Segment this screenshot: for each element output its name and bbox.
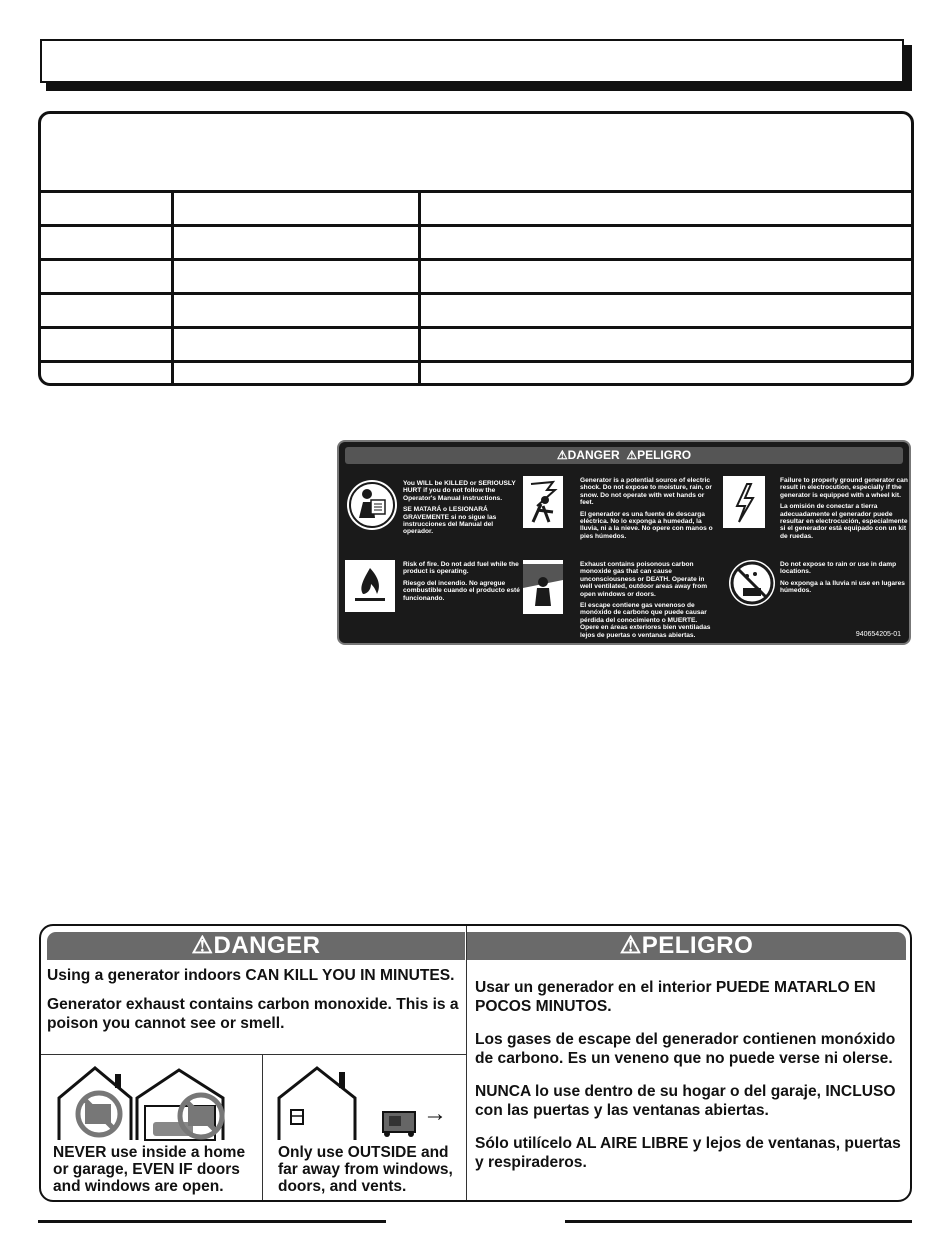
danger-title-bar <box>47 932 465 960</box>
lightning-bolt-icon <box>723 476 765 528</box>
decal-header <box>345 447 903 464</box>
danger-decal <box>337 440 911 645</box>
es-warning-line-1: Usar un generador en el interior PUEDE MATARLO EN POCOS MINUTOS. <box>475 979 876 1015</box>
manual-warning-es: SE MATARÁ o LESIONARÁ GRAVEMENTE si no sigue las instrucciones del Manual del operador. <box>403 506 497 536</box>
shock-warning-en: Generator is a potential source of electric shock. Do not expose to moisture, rain, or snow. Do not operate with wet hands or feet. <box>580 477 712 507</box>
peligro-title: PELIGRO <box>641 932 754 959</box>
no-rain-icon <box>727 558 777 608</box>
specs-table-panel <box>38 111 914 386</box>
decal-header-danger: DANGER <box>567 448 620 462</box>
fire-warning-en: Risk of fire. Do not add fuel while the product is operating. <box>403 561 519 576</box>
electric-shock-icon <box>523 476 563 528</box>
outside-only-caption: Only use OUTSIDE and far away from windows, doors, and vents. <box>278 1144 453 1195</box>
header-bar <box>40 39 904 83</box>
exhaust-warning-es: El escape contiene gas venenoso de monóxido de carbono que puede causar pérdida del conocimiento o MUERTE. Opere en áreas exteriores bien ventiladas lejos de puertas o ventanas abiertas. <box>580 602 711 639</box>
table-row <box>41 260 911 294</box>
en-warning-line-1: Using a generator indoors CAN KILL YOU IN MINUTES. <box>47 967 455 984</box>
shock-warning-es: El generador es una fuente de descarga eléctrica. No lo exponga a humedad, la lluvia, ni a la nieve. No opere con manos o pies húmedos. <box>580 510 713 540</box>
direction-arrow-icon: → <box>423 1100 447 1127</box>
warning-triangle-icon: ⚠ <box>619 932 642 959</box>
es-warning-line-4: Sólo utilícelo AL AIRE LIBRE y lejos de ventanas, puertas y respiraderos. <box>475 1135 901 1171</box>
warning-triangle-icon: ⚠ <box>626 448 638 462</box>
table-row <box>41 328 911 362</box>
es-warning-line-2: Los gases de escape del generador contienen monóxido de carbono. Es un veneno que no puede verse ni olerse. <box>475 1031 896 1067</box>
fire-icon <box>345 560 395 612</box>
house-icon <box>275 1062 359 1142</box>
specs-table <box>41 190 911 386</box>
danger-title: DANGER <box>213 932 321 959</box>
peligro-title-bar <box>467 932 906 960</box>
never-indoor-caption: NEVER use inside a home or garage, EVEN IF doors and windows are open. <box>53 1144 246 1195</box>
warning-triangle-icon: ⚠ <box>191 932 214 959</box>
rain-warning-es: No exponga a la lluvia ni use en lugares húmedos. <box>780 579 905 595</box>
en-warning-line-2: Generator exhaust contains carbon monoxide. This is a poison you cannot see or smell. <box>47 996 459 1032</box>
manual-reader-icon <box>345 478 399 532</box>
ground-warning-es: La omisión de conectar a tierra adecuadamente el generador puede resultar en electrocución, especialmente si el generador está equipado con un kit de ruedas. <box>780 503 908 540</box>
decal-header-peligro: PELIGRO <box>637 448 692 462</box>
table-row <box>41 192 911 226</box>
fire-warning-es: Riesgo del incendio. No agregue combustible cuando el producto esté funcionando. <box>403 579 520 602</box>
es-warning-line-3: NUNCA lo use dentro de su hogar o del garaje, INCLUSO con las puertas y las ventanas abiertas. <box>475 1083 896 1119</box>
warning-triangle-icon: ⚠ <box>556 448 568 462</box>
ground-warning-en: Failure to properly ground generator can result in electrocution, especially if the generator is equipped with a wheel kit. <box>780 477 908 499</box>
exhaust-warning-en: Exhaust contains poisonous carbon monoxide gas that can cause unconsciousness or DEATH. Operate in well ventilated, outdoor areas away from open windows or doors. <box>580 561 708 598</box>
spanish-warning <box>475 978 907 1186</box>
table-row <box>41 294 911 328</box>
table-row <box>41 362 911 387</box>
footer-rule-left <box>38 1220 386 1223</box>
rain-warning-en: Do not expose to rain or use in damp locations. <box>780 561 897 576</box>
no-indoor-generator-icon <box>55 1062 255 1142</box>
pictogram-divider <box>41 1054 466 1055</box>
english-warning <box>47 966 462 1043</box>
exhaust-fumes-icon <box>523 560 563 614</box>
part-code: 940654205-01 <box>855 631 901 638</box>
table-row <box>41 226 911 260</box>
footer-rule-right <box>565 1220 912 1223</box>
manual-warning-en: You WILL be KILLED or SERIOUSLY HURT if you do not follow the Operator's Manual instructions. <box>403 480 516 502</box>
generator-icon <box>379 1106 419 1138</box>
carbon-monoxide-danger-label <box>39 924 912 1202</box>
